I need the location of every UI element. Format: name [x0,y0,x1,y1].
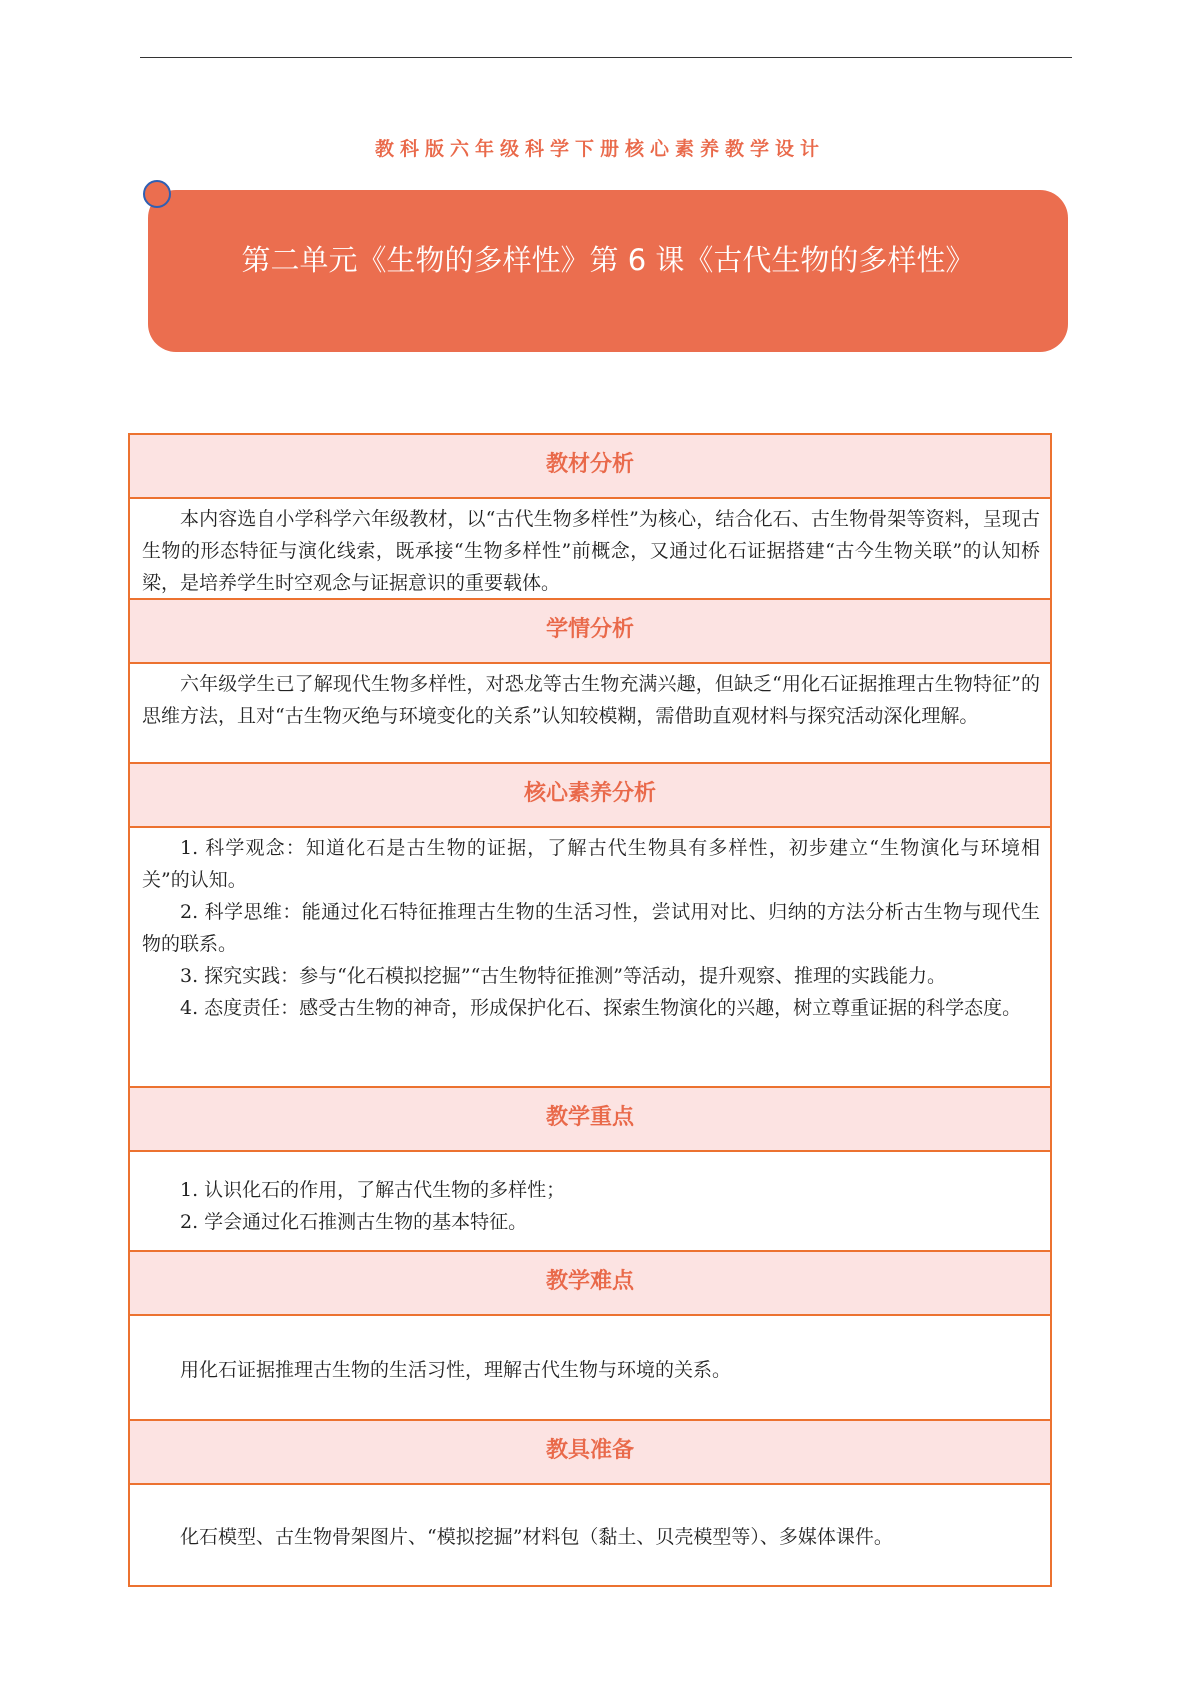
section-heading-student-analysis: 学情分析 [130,600,1050,664]
paragraph: 化石模型、古生物骨架图片、“模拟挖掘”材料包（黏土、贝壳模型等）、多媒体课件。 [180,1526,893,1548]
paragraph: 用化石证据推理古生物的生活习性，理解古代生物与环境的关系。 [180,1358,732,1381]
lesson-title: 第二单元《生物的多样性》第 6 课《古代生物的多样性》 [241,243,975,277]
series-title: 教科版六年级科学下册核心素养教学设计 [374,138,825,160]
list-item: 1. 认识化石的作用，了解古代生物的多样性； [180,1179,566,1201]
list-item: 2. 科学思维：能通过化石特征推理古生物的生活习性，尝试用对比、归纳的方法分析古生物与现代生物的联系。 [142,901,1040,955]
section-heading-textbook-analysis: 教材分析 [130,435,1050,499]
paragraph: 六年级学生已了解现代生物多样性，对恐龙等古生物充满兴趣，但缺乏“用化石证据推理古生物特征”的思维方法，且对“古生物灭绝与环境变化的关系”认知较模糊，需借助直观材料与探究活动深化理解。 [142,673,1040,727]
section-body-textbook-analysis [130,499,1050,600]
list-item: 2. 学会通过化石推测古生物的基本特征。 [180,1211,528,1233]
section-body-student-analysis [130,664,1050,764]
section-heading-difficulties: 教学难点 [130,1252,1050,1316]
section-heading-core-literacy: 核心素养分析 [130,764,1050,828]
lesson-plan-table [128,433,1052,1587]
section-body-core-literacy [130,828,1050,1088]
paragraph: 本内容选自小学科学六年级教材，以“古代生物多样性”为核心，结合化石、古生物骨架等资料，呈现古生物的形态特征与演化线索，既承接“生物多样性”前概念，又通过化石证据搭建“古今生物关联”的认知桥梁，是培养学生时空观念与证据意识的重要载体。 [142,508,1040,594]
list-item: 3. 探究实践：参与“化石模拟挖掘”“古生物特征推测”等活动，提升观察、推理的实践能力。 [180,965,947,987]
section-body-difficulties [130,1316,1050,1421]
list-item: 1. 科学观念：知道化石是古生物的证据，了解古代生物具有多样性，初步建立“生物演化与环境相关”的认知。 [142,837,1040,891]
section-heading-key-points: 教学重点 [130,1088,1050,1152]
list-item: 4. 态度责任：感受古生物的神奇，形成保护化石、探索生物演化的兴趣，树立尊重证据的科学态度。 [180,997,1022,1019]
section-heading-materials: 教具准备 [130,1421,1050,1485]
section-body-materials [130,1485,1050,1585]
section-body-key-points [130,1152,1050,1252]
top-rule [140,57,1072,58]
banner-dot-decoration [143,180,171,208]
